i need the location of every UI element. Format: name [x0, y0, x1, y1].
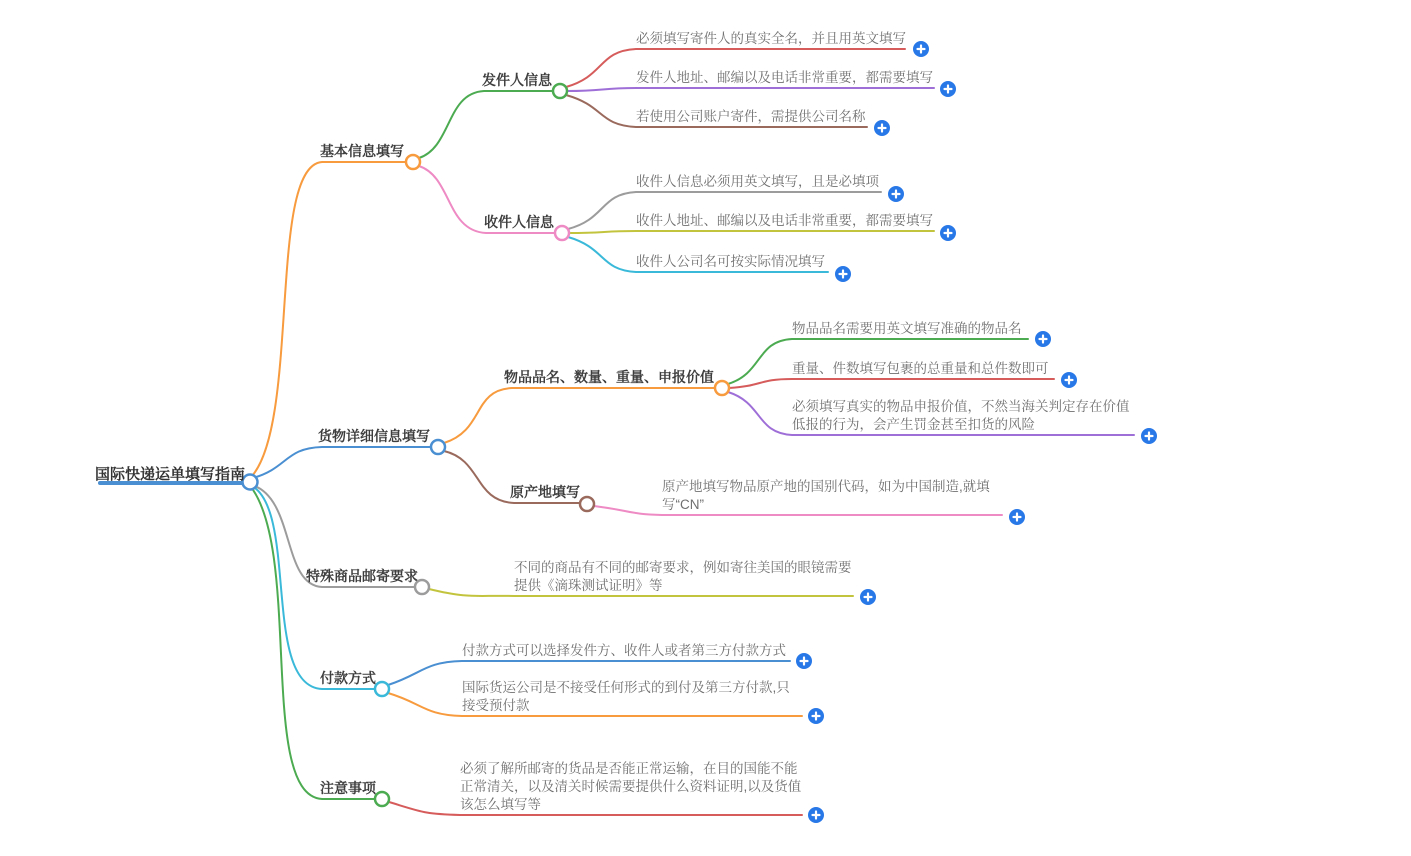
add-icon[interactable]	[888, 186, 904, 202]
add-icon[interactable]	[1035, 331, 1051, 347]
edge-root-notes	[251, 487, 375, 799]
edge-leaf-sender-address	[567, 88, 934, 91]
edge-cargo-item-details	[444, 388, 714, 443]
node-circle-notes[interactable]	[375, 792, 389, 806]
branch-label-origin[interactable]: 原产地填写	[510, 484, 580, 500]
add-icon[interactable]	[940, 81, 956, 97]
add-icon[interactable]	[808, 807, 824, 823]
add-icon[interactable]	[1009, 509, 1025, 525]
add-icon[interactable]	[796, 653, 812, 669]
add-icon[interactable]	[913, 41, 929, 57]
add-icon[interactable]	[835, 266, 851, 282]
branch-label-notes[interactable]: 注意事项	[320, 780, 376, 796]
leaf-text-payment-options[interactable]: 付款方式可以选择发件方、收件人或者第三方付款方式	[462, 643, 786, 658]
edge-basic-sender-info	[419, 91, 552, 158]
add-icon[interactable]	[1061, 372, 1077, 388]
add-icon[interactable]	[940, 225, 956, 241]
leaf-text-special-requirements[interactable]: 不同的商品有不同的邮寄要求，例如寄往美国的眼镜需要提供《滴珠测试证明》等	[514, 560, 852, 593]
branch-label-basic-info[interactable]: 基本信息填写	[320, 143, 404, 159]
branch-label-special-goods[interactable]: 特殊商品邮寄要求	[306, 568, 418, 584]
add-icon[interactable]	[874, 120, 890, 136]
node-circle-payment-method[interactable]	[375, 682, 389, 696]
leaf-text-item-name[interactable]: 物品品名需要用英文填写准确的物品名	[792, 321, 1022, 336]
branch-label-sender-info[interactable]: 发件人信息	[482, 72, 552, 88]
leaf-text-customs-notes[interactable]: 必须了解所邮寄的货品是否能正常运输，在目的国能不能正常清关，以及清关时候需要提供什么资料证明,以及货值该怎么填写等	[460, 761, 802, 812]
leaf-text-declared-value[interactable]: 必须填写真实的物品申报价值，不然当海关判定存在价值低报的行为，会产生罚金甚至扣货的风险	[792, 399, 1130, 432]
leaf-text-sender-name[interactable]: 必须填写寄件人的真实全名，并且用英文填写	[636, 31, 906, 46]
add-icon[interactable]	[1141, 428, 1157, 444]
edge-root-cargo-details	[253, 447, 431, 478]
node-circle-recipient-info[interactable]	[555, 226, 569, 240]
add-icon[interactable]	[860, 589, 876, 605]
branch-label-payment-method[interactable]: 付款方式	[320, 670, 376, 686]
node-circle-basic-info[interactable]	[406, 155, 420, 169]
leaf-text-sender-address[interactable]: 发件人地址、邮编以及电话非常重要，都需要填写	[636, 70, 933, 85]
leaf-text-weight-count[interactable]: 重量、件数填写包裹的总重量和总件数即可	[792, 361, 1049, 376]
leaf-text-sender-company[interactable]: 若使用公司账户寄件，需提供公司名称	[636, 109, 866, 124]
leaf-text-recipient-address[interactable]: 收件人地址、邮编以及电话非常重要，都需要填写	[636, 213, 933, 228]
node-circle-origin[interactable]	[580, 497, 594, 511]
root-node-label[interactable]: 国际快递运单填写指南	[95, 466, 246, 483]
edge-leaf-recipient-address	[569, 231, 934, 233]
leaf-text-prepaid-only[interactable]: 国际货运公司是不接受任何形式的到付及第三方付款,只接受预付款	[462, 680, 790, 713]
leaf-text-recipient-company[interactable]: 收件人公司名可按实际情况填写	[636, 254, 825, 269]
branch-label-item-details[interactable]: 物品品名、数量、重量、申报价值	[504, 369, 714, 385]
node-circle-item-details[interactable]	[715, 381, 729, 395]
leaf-text-recipient-english[interactable]: 收件人信息必须用英文填写，且是必填项	[636, 174, 879, 189]
leaf-text-origin-code[interactable]: 原产地填写物品原产地的国别代码，如为中国制造,就填写“CN”	[662, 479, 990, 512]
edge-leaf-weight-count	[729, 379, 1054, 388]
branch-label-cargo-details[interactable]: 货物详细信息填写	[318, 428, 430, 444]
node-circle-cargo-details[interactable]	[431, 440, 445, 454]
branch-label-recipient-info[interactable]: 收件人信息	[484, 214, 554, 230]
add-icon[interactable]	[808, 708, 824, 724]
node-circle-sender-info[interactable]	[553, 84, 567, 98]
